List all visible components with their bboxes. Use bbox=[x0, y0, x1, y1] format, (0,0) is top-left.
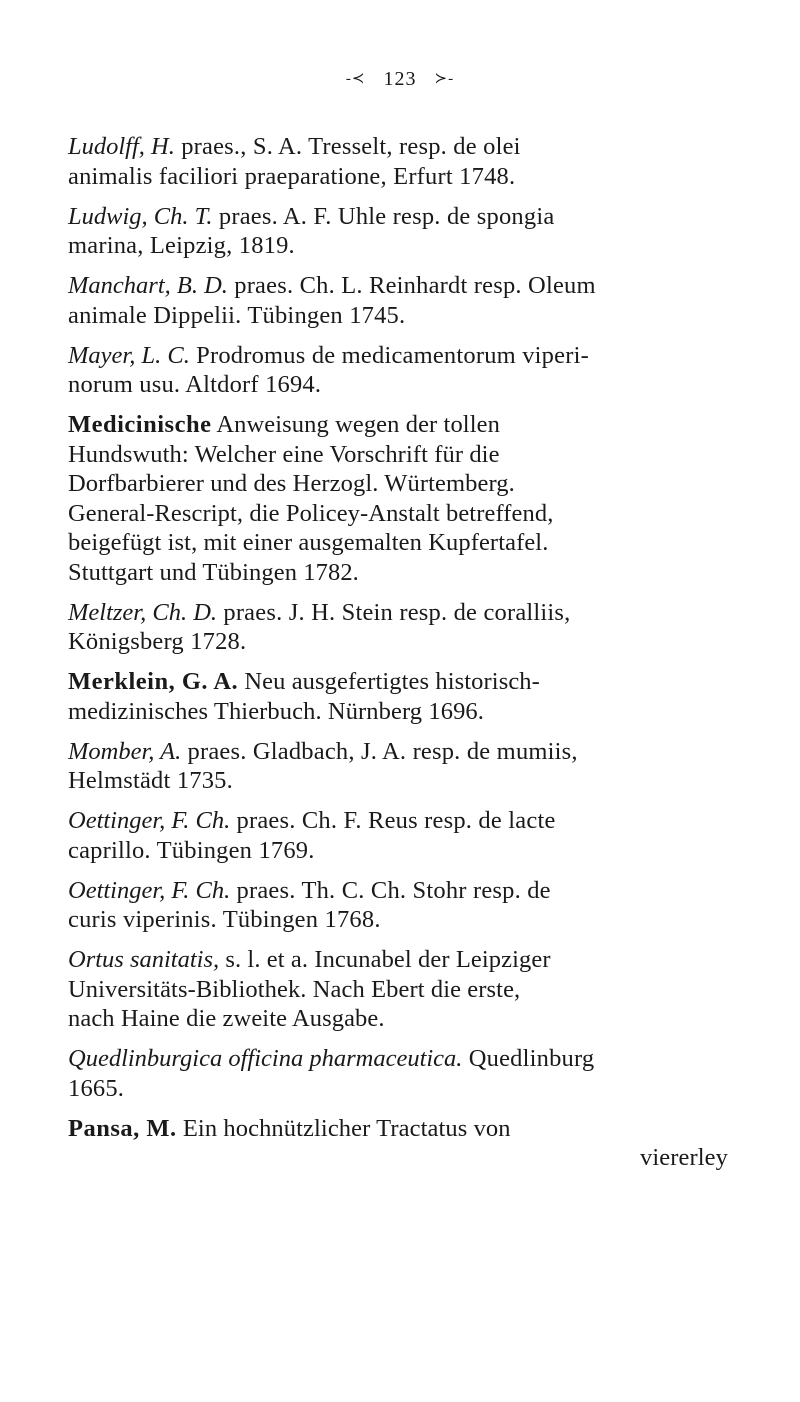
bibliography-entry bbox=[68, 132, 768, 191]
entry-author: Pansa, M. bbox=[68, 1114, 177, 1142]
entry-author: Quedlinburgica officina pharmaceutica. bbox=[68, 1045, 463, 1072]
entry-text: praes. Gladbach, J. A. resp. de mumiis, bbox=[181, 737, 578, 765]
entry-text: praes. A. F. Uhle resp. de spongia bbox=[212, 202, 555, 230]
bibliography-entry bbox=[68, 410, 768, 587]
entry-author: Oettinger, F. Ch. bbox=[68, 807, 231, 834]
entry-text: praes. J. H. Stein resp. de coralliis, bbox=[217, 598, 571, 626]
entry-text: animale Dippelii. Tübingen 1745. bbox=[68, 301, 406, 329]
entry-text: marina, Leipzig, 1819. bbox=[68, 232, 295, 259]
entry-text: Neu ausgefertigtes historisch- bbox=[238, 668, 540, 695]
page-header bbox=[0, 68, 800, 91]
bibliography-entry bbox=[68, 806, 768, 865]
bibliography-entry bbox=[68, 598, 768, 657]
bibliography-entry bbox=[68, 202, 768, 261]
page-number: 123 bbox=[383, 68, 417, 90]
entry-text: Ein hochnützlicher Tractatus von bbox=[176, 1114, 511, 1142]
entry-text: Hundswuth: Welcher eine Vorschrift für die bbox=[68, 440, 500, 468]
bibliography-entry bbox=[68, 737, 768, 796]
bibliography-entry bbox=[68, 945, 768, 1034]
entry-text: Helmstädt 1735. bbox=[68, 767, 233, 794]
entry-text: praes. Ch. F. Reus resp. de lacte bbox=[230, 807, 556, 834]
entry-text: Quedlinburg bbox=[462, 1045, 595, 1072]
entry-text: caprillo. Tübingen 1769. bbox=[68, 836, 315, 864]
entry-text: viererley bbox=[640, 1144, 728, 1171]
right-ornament: ≻- bbox=[434, 71, 455, 87]
entry-text: medizinisches Thierbuch. Nürnberg 1696. bbox=[68, 697, 484, 725]
bibliography-entry bbox=[68, 667, 768, 726]
entry-text: nach Haine die zweite Ausgabe. bbox=[68, 1005, 385, 1032]
bibliography-list bbox=[68, 132, 768, 1183]
bibliography-entry bbox=[68, 341, 768, 400]
entry-text: Universitäts-Bibliothek. Nach Ebert die erste, bbox=[68, 975, 521, 1003]
entry-text: norum usu. Altdorf 1694. bbox=[68, 371, 322, 398]
entry-author: Ludwig, Ch. T. bbox=[68, 202, 213, 230]
bibliography-entry bbox=[68, 1114, 768, 1173]
entry-text: s. l. et a. Incunabel der Leipziger bbox=[219, 946, 551, 973]
entry-text: beigefügt ist, mit einer ausgemalten Kupfertafel. bbox=[68, 529, 549, 556]
entry-text: animalis faciliori praeparatione, Erfurt 1748. bbox=[68, 162, 516, 190]
left-ornament: -≺ bbox=[345, 71, 366, 87]
entry-author: Momber, A. bbox=[68, 737, 182, 765]
entry-text: Königsberg 1728. bbox=[68, 628, 247, 655]
entry-author: Manchart, B. D. bbox=[68, 272, 228, 299]
entry-text: curis viperinis. Tübingen 1768. bbox=[68, 906, 381, 933]
entry-text: Dorfbarbierer und des Herzogl. Würtemberg. bbox=[68, 470, 515, 497]
entry-text: praes. Ch. L. Reinhardt resp. Oleum bbox=[227, 272, 596, 299]
entry-text: praes. Th. C. Ch. Stohr resp. de bbox=[230, 876, 551, 904]
entry-author: Mayer, L. C. bbox=[68, 341, 190, 369]
entry-author: Merklein, G. A. bbox=[68, 668, 239, 695]
entry-text: General-Rescript, die Policey-Anstalt betreffend, bbox=[68, 499, 554, 527]
entry-author: Ludolff, H. bbox=[68, 133, 175, 160]
entry-text: 1665. bbox=[68, 1074, 125, 1102]
bibliography-entry bbox=[68, 271, 768, 330]
entry-text: Stuttgart und Tübingen 1782. bbox=[68, 558, 359, 586]
bibliography-entry bbox=[68, 876, 768, 935]
bibliography-entry bbox=[68, 1044, 768, 1103]
entry-text: Anweisung wegen der tollen bbox=[211, 411, 500, 438]
entry-text: Prodromus de medicamentorum viperi- bbox=[189, 341, 589, 369]
entry-author: Ortus sanitatis, bbox=[68, 946, 220, 973]
entry-author: Medicinische bbox=[68, 411, 212, 438]
entry-author: Meltzer, Ch. D. bbox=[68, 598, 218, 626]
entry-text: praes., S. A. Tresselt, resp. de olei bbox=[174, 133, 521, 160]
entry-author: Oettinger, F. Ch. bbox=[68, 876, 231, 904]
